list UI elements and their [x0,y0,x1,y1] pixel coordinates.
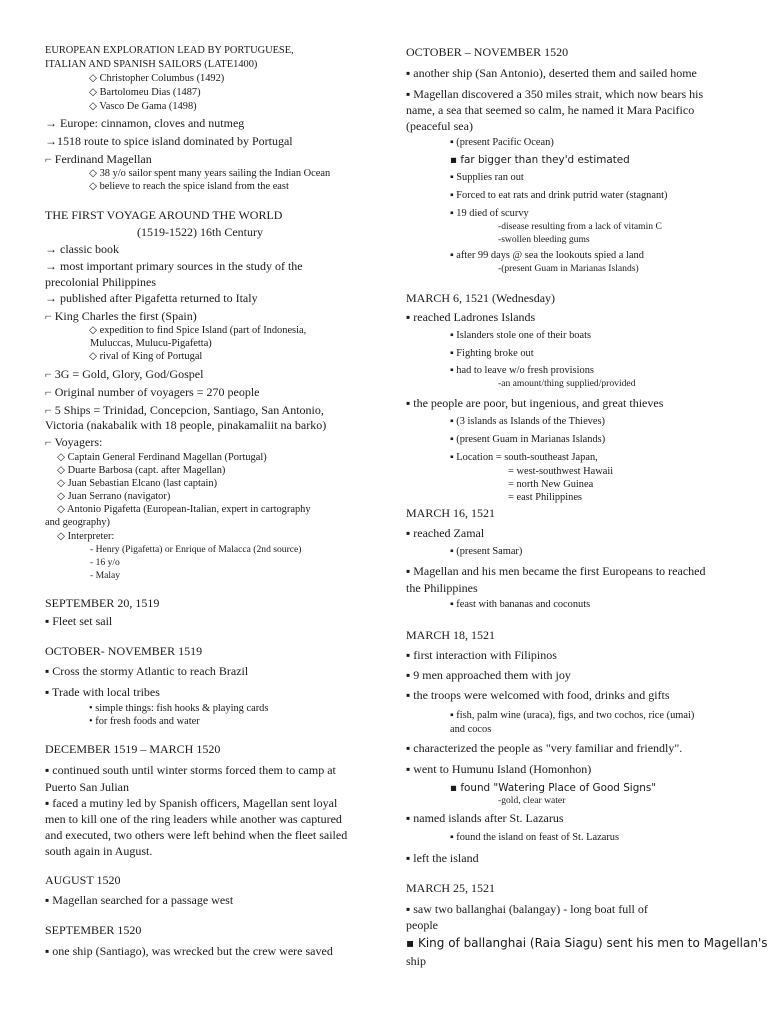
text-line: EUROPEAN EXPLORATION LEAD BY PORTUGUESE, [45,45,294,56]
bullet-item: ▪ Magellan discovered a 350 miles strait, which now bears his [406,87,704,101]
section-subheading: (1519-1522) 16th Century [137,225,263,239]
bullet-item: ▪ first interaction with Filipinos [406,648,557,662]
bullet-item: ▪ Fleet set sail [45,614,113,628]
list-item: ◇ Captain General Ferdinand Magellan (Portugal) [57,452,267,463]
list-item: ▪ had to leave w/o fresh provisions [450,365,594,376]
bullet-item: ▪ faced a mutiny led by Spanish officers, Magellan sent loyal [45,796,338,810]
bullet-item: ▪ Cross the stormy Atlantic to reach Brazil [45,664,249,678]
note-line: -(present Guam in Marianas Islands) [498,263,639,274]
section-heading: SEPTEMBER 1520 [45,923,142,937]
text-line: ⌐ 3G = Gold, Glory, God/Gospel [45,367,204,381]
list-item: ▪ (present Samar) [450,546,523,557]
list-item: = north New Guinea [508,479,594,490]
text-line: Puerto San Julian [45,780,129,794]
text-line: men to kill one of the ring leaders while another was captured [45,812,342,826]
list-item: ▪ Islanders stole one of their boats [450,330,592,341]
list-item: • for fresh foods and water [89,716,200,727]
bullet-item: ▪ King of ballanghai (Raia Siagu) sent his men to Magellan's [406,936,768,950]
list-item: ▪ found "Watering Place of Good Signs" [450,782,657,794]
bullet-item: ▪ one ship (Santiago), was wrecked but the crew were saved [45,944,333,958]
bullet-item: ▪ continued south until winter storms forced them to camp at [45,763,336,777]
list-item: ▪ fish, palm wine (uraca), figs, and two cochos, rice (umai) [450,710,695,721]
bullet-item: ▪ characterized the people as "very familiar and friendly". [406,741,683,755]
text-line: ⌐ Ferdinand Magellan [45,152,152,166]
section-heading: THE FIRST VOYAGE AROUND THE WORLD [45,208,283,222]
bullet-item: ▪ reached Zamal [406,526,485,540]
list-item: ▪ Location = south-southeast Japan, [450,452,598,463]
list-item: ▪ (present Pacific Ocean) [450,137,554,148]
list-item: ◇ Christopher Columbus (1492) [89,73,225,84]
bullet-item: ▪ the troops were welcomed with food, drinks and gifts [406,688,670,702]
note-line: -an amount/thing supplied/provided [498,378,636,389]
note-line: -disease resulting from a lack of vitamin C [498,221,662,232]
text-line: the Philippines [406,581,478,595]
note-line: -gold, clear water [498,795,566,806]
list-item: ◇ Vasco De Gama (1498) [89,101,197,112]
bullet-item: ▪ left the island [406,851,479,865]
text-line: → classic book [45,242,119,256]
text-line: and geography) [45,517,110,528]
section-heading: MARCH 6, 1521 (Wednesday) [406,291,556,305]
text-line: and executed, two others were left behind when the fleet sailed [45,828,348,842]
list-item: ▪ (present Guam in Marianas Islands) [450,434,606,445]
list-item: ◇ rival of King of Portugal [89,351,203,362]
list-item: • simple things: fish hooks & playing cards [89,703,269,714]
text-line: → Europe: cinnamon, cloves and nutmeg [45,116,245,130]
bullet-item: ▪ Trade with local tribes [45,685,160,699]
list-item: ◇ Duarte Barbosa (capt. after Magellan) [57,465,226,476]
text-line: ⌐ 5 Ships = Trinidad, Concepcion, Santiago, San Antonio, [45,403,324,417]
list-item: ▪ Forced to eat rats and drink putrid water (stagnant) [450,190,668,201]
bullet-item: ▪ another ship (San Antonio), deserted them and sailed home [406,66,697,80]
list-item: ◇ expedition to find Spice Island (part of Indonesia, [89,325,307,336]
text-line: ⌐ Voyagers: [45,435,103,449]
list-item: and cocos [450,724,492,735]
bullet-item: ▪ reached Ladrones Islands [406,310,536,324]
list-item: ◇ Antonio Pigafetta (European-Italian, expert in cartography [57,504,311,515]
list-item: ◇ Juan Sebastian Elcano (last captain) [57,478,218,489]
text-line: →1518 route to spice island dominated by Portugal [45,134,293,148]
text-line: ⌐ Original number of voyagers = 270 people [45,385,260,399]
bullet-item: ▪ went to Humunu Island (Homonhon) [406,762,592,776]
bullet-item: ▪ Magellan searched for a passage west [45,893,234,907]
text-line: south again in August. [45,844,153,858]
list-item: ▪ after 99 days @ sea the lookouts spied a land [450,250,644,261]
list-item: ◇ Bartolomeu Dias (1487) [89,87,201,98]
note-line: - Henry (Pigafetta) or Enrique of Malacca (2nd source) [90,544,302,555]
section-heading: OCTOBER- NOVEMBER 1519 [45,644,203,658]
list-item: ▪ 19 died of scurvy [450,208,529,219]
text-line: (peaceful sea) [406,119,473,133]
section-heading: AUGUST 1520 [45,873,121,887]
list-item: ▪ feast with bananas and coconuts [450,599,591,610]
text-line: Victoria (nakabalik with 18 people, pinakamaliit na barko) [45,418,327,432]
text-line: ⌐ King Charles the first (Spain) [45,309,197,323]
list-item: ◇ Interpreter: [57,531,115,542]
list-item: ▪ found the island on feast of St. Lazarus [450,832,620,843]
text-line: → published after Pigafetta returned to Italy [45,291,258,305]
bullet-item: ▪ 9 men approached them with joy [406,668,571,682]
text-line: ITALIAN AND SPANISH SAILORS (LATE1400) [45,59,258,70]
list-item: ◇ believe to reach the spice island from the east [89,181,289,192]
list-item: Muluccas, Mulucu-Pigafetta) [90,338,212,349]
section-heading: OCTOBER – NOVEMBER 1520 [406,45,569,59]
note-line: - 16 y/o [90,557,120,568]
section-heading: SEPTEMBER 20, 1519 [45,596,160,610]
text-line: name, a sea that seemed so calm, he named it Mara Pacifico [406,103,695,117]
list-item: ▪ Supplies ran out [450,172,524,183]
list-item: = west-southwest Hawaii [508,466,614,477]
text-line: ship [406,954,427,968]
list-item: ▪ (3 islands as Islands of the Thieves) [450,416,605,427]
section-heading: MARCH 18, 1521 [406,628,496,642]
text-line: people [406,918,438,932]
section-heading: DECEMBER 1519 – MARCH 1520 [45,742,221,756]
section-heading: MARCH 25, 1521 [406,881,496,895]
list-item: ◇ 38 y/o sailor spent many years sailing the Indian Ocean [89,168,331,179]
bullet-item: ▪ saw two ballanghai (balangay) - long boat full of [406,902,648,916]
text-line: → most important primary sources in the study of the [45,259,303,273]
list-item: ◇ Juan Serrano (navigator) [57,491,171,502]
bullet-item: ▪ Magellan and his men became the first Europeans to reached [406,564,706,578]
note-line: -swollen bleeding gums [498,234,590,245]
note-line: - Malay [90,570,121,581]
list-item: = east Philippines [508,492,582,503]
bullet-item: ▪ the people are poor, but ingenious, and great thieves [406,396,664,410]
list-item: ▪ Fighting broke out [450,348,534,359]
section-heading: MARCH 16, 1521 [406,506,496,520]
list-item: ▪ far bigger than they'd estimated [450,154,630,166]
bullet-item: ▪ named islands after St. Lazarus [406,811,564,825]
text-line: precolonial Philippines [45,275,156,289]
